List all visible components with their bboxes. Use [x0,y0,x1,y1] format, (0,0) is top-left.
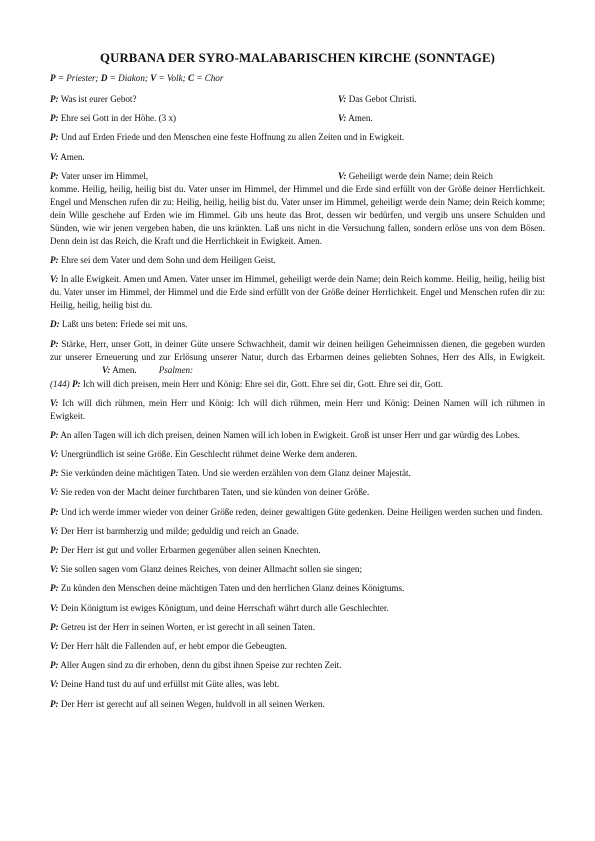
entry-text: Deine Hand tust du auf und erfüllst mit Güte alles, was lebt. [58,679,280,690]
dialogue-text: Ehre sei Gott in der Höhe. (3 x) [58,113,177,124]
dialogue-right [338,112,545,125]
speaker-label: V: [338,170,347,181]
entry-text: Zu künden den Menschen deine mächtigen Taten und den herrlichen Glanz deines Königtums. [58,583,405,594]
dialogue-pair [50,93,545,106]
entry-text: Ehre sei dem Vater und dem Sohn und dem Heiligen Geist. [58,254,276,265]
legend-deacon-text: = Diakon; [107,73,151,83]
response-text: Amen. [110,364,137,375]
psalm-line [50,640,545,653]
speaker-label: V: [338,94,347,104]
liturgy-entry [50,254,545,267]
speaker-legend [50,72,545,85]
psalm-lines [50,397,545,711]
dialogue-text: Amen. [346,113,373,124]
dialogue-right [338,93,545,106]
legend-people-abbr: V [150,73,157,83]
entry-text: Vater unser im Himmel, [58,170,149,181]
legend-priest-abbr: P [50,73,56,83]
legend-choir-abbr: C [187,73,195,83]
entry-text: Der Herr ist barmherzig und milde; geduldig und reich an Gnade. [58,525,299,536]
psalm-line [50,525,545,538]
liturgy-entry [50,273,545,312]
speaker-label: P: [50,170,59,181]
speaker-label: V: [50,602,59,613]
dialogue-left [50,93,338,106]
speaker-label: P: [50,698,59,709]
document-title: QURBANA DER SYRO-MALABARISCHEN KIRCHE (SONNTAGE) [100,51,495,65]
lords-prayer-text: komme. Heilig, heilig, heilig bist du. Vater unser im Himmel, der Himmel und die Erde sind erfüllt von der Größe deiner Herrlichkeit. Engel und Menschen rufen dir zu: Heilig, heilig, heilig bist du. Vater unser im Himmel, geheiligt werde dein Name; dein Reich komme; dein Wille geschehe auf Erden wie im Himmel. Gib uns heute das Brot, dessen wir bedürfen, und vergib uns unsere Schulden und Sünden, wie wir jenen vergeben haben, die uns kränkten. Laß uns nicht in die Versuchung fallen, sondern erlöse uns von dem Bösen. Denn dein ist das Reich, die Kraft und die Herrlichkeit in Ewigkeit. Amen. [50,183,545,246]
dialogue-left [50,112,338,125]
liturgy-entry [50,151,545,164]
entry-text: Sie reden von der Macht deiner furchtbaren Taten, und sie künden von deiner Größe. [58,487,370,498]
entry-text: Sie verkünden deine mächtigen Taten. Und sie werden erzählen von dem Glanz deiner Majestät. [58,468,411,479]
speaker-label: P: [50,583,59,594]
psalm-line [50,467,545,480]
entry-text: Sie sollen sagen vom Glanz deines Reiches, von deiner Allmacht sollen sie singen; [58,564,362,575]
dialogue-pair [50,112,545,125]
entry-text: Der Herr ist gerecht auf all seinen Wegen, huldvoll in all seinen Werken. [58,698,325,709]
psalm-heading: Psalmen: [158,364,194,375]
speaker-label: P: [50,468,59,479]
psalm-line [50,397,545,423]
legend-choir-text: = Chor [194,73,224,83]
lords-prayer-block [50,170,545,248]
entry-text: Ich will dich rühmen, mein Herr und König: Ich will dich rühmen, mein Herr und König: Deinen Namen will ich rühmen in Ewigkeit. [50,397,545,421]
psalm-line [50,698,545,711]
entry-text: In alle Ewigkeit. Amen und Amen. Vater unser im Himmel, geheiligt werde dein Name; dein Reich komme. Heilig, heilig, heilig bist du. Vater unser im Himmel, der Himmel und die Erde sind erfüllt von der Größe deiner Herrlichkeit. Engel und Menschen rufen dir zu: Heilig, heilig, heilig bist du. [50,274,545,311]
entry-text: Dein Königtum ist ewiges Königtum, und deine Herrschaft währt durch alle Geschlechter. [58,602,389,613]
speaker-label: P: [50,94,59,104]
speaker-label: D: [50,319,60,330]
speaker-label: P: [50,660,59,671]
entry-text: Aller Augen sind zu dir erhoben, denn du gibst ihnen Speise zur rechten Zeit. [58,660,342,671]
entry-text: Und ich werde immer wieder von deiner Größe reden, deiner gewaltigen Güte gedenken. Deine Heiligen werden suchen und finden. [58,506,543,517]
speaker-label: P: [50,506,59,517]
speaker-label: V: [50,640,59,651]
psalm-line [50,621,545,634]
entry-text: Der Herr ist gut und voller Erbarmen gegenüber allen seinen Knechten. [58,545,321,555]
speaker-label: V: [50,564,59,575]
entry-text: Stärke, Herr, unser Gott, in deiner Güte unsere Schwachheit, damit wir deinen heiligen Geheimnissen dienen, die gegeben wurden zur unserer Erneuerung und zur Erlösung unserer Natur, durch das Erbarmen deines geliebten Sohnes, Herr des Alls, in Ewigkeit. [50,338,545,362]
entry-text: Ich will dich preisen, mein Herr und König: Ehre sei dir, Gott. Ehre sei dir, Gott. Ehre sei dir, Gott. [80,378,443,389]
lords-prayer-lead [50,170,545,183]
entry-text: Geheiligt werde dein Name; dein Reich [346,170,493,181]
psalm-line [50,486,545,499]
legend-priest-text: = Priester; [55,73,101,83]
lords-prayer-left [50,170,338,183]
speaker-label: P: [50,113,59,124]
entry-text: Getreu ist der Herr in seinen Worten, er ist gerecht in all seinen Taten. [58,621,315,632]
legend-people-text: = Volk; [156,73,188,83]
document-page [50,50,545,717]
legend-deacon-abbr: D [100,73,108,83]
liturgy-entry [50,131,545,144]
speaker-label: V: [50,525,59,536]
speaker-label: P: [50,429,59,440]
psalm-line [50,448,545,461]
psalm-line [50,582,545,595]
speaker-label: P: [71,378,81,389]
speaker-label: P: [50,621,59,632]
psalm-line [50,659,545,672]
liturgy-entry [50,338,545,377]
speaker-label: V: [50,679,59,690]
speaker-label: P: [50,254,59,265]
psalm-line [50,544,545,557]
dialogue-text: Das Gebot Christi. [346,94,417,104]
entry-text: Unergründlich ist seine Größe. Ein Geschlecht rühmet deine Werke dem anderen. [58,449,358,460]
psalm-number: (144) [50,378,70,389]
speaker-label: V: [50,274,59,285]
psalm-line [50,678,545,691]
entry-text: Der Herr hält die Fallenden auf, er hebt empor die Gebeugten. [58,640,287,651]
speaker-label: V: [50,151,59,162]
psalm-line [50,563,545,576]
entry-text: Amen. [58,151,85,162]
psalm-line [50,429,545,442]
psalm-entry [50,378,545,391]
dialogue-text: Was ist eurer Gebot? [58,94,137,104]
speaker-label: P: [50,545,59,555]
speaker-label: V: [102,364,111,375]
lords-prayer-right [338,170,493,183]
entry-text: Und auf Erden Friede und den Menschen eine feste Hoffnung zu allen Zeiten und in Ewigkeit. [58,132,405,143]
speaker-label: V: [50,397,59,408]
speaker-label: P: [50,338,59,349]
speaker-label: V: [338,113,347,124]
entry-text: Laßt uns beten: Friede sei mit uns. [59,319,188,330]
speaker-label: P: [50,132,59,143]
entry-text: An allen Tagen will ich dich preisen, deinen Namen will ich loben in Ewigkeit. Groß ist unser Herr und gar würdig des Lobes. [58,429,520,440]
psalm-line [50,602,545,615]
liturgy-entry [50,318,545,331]
speaker-label: V: [50,487,59,498]
speaker-label: V: [50,449,59,460]
psalm-line [50,506,545,519]
